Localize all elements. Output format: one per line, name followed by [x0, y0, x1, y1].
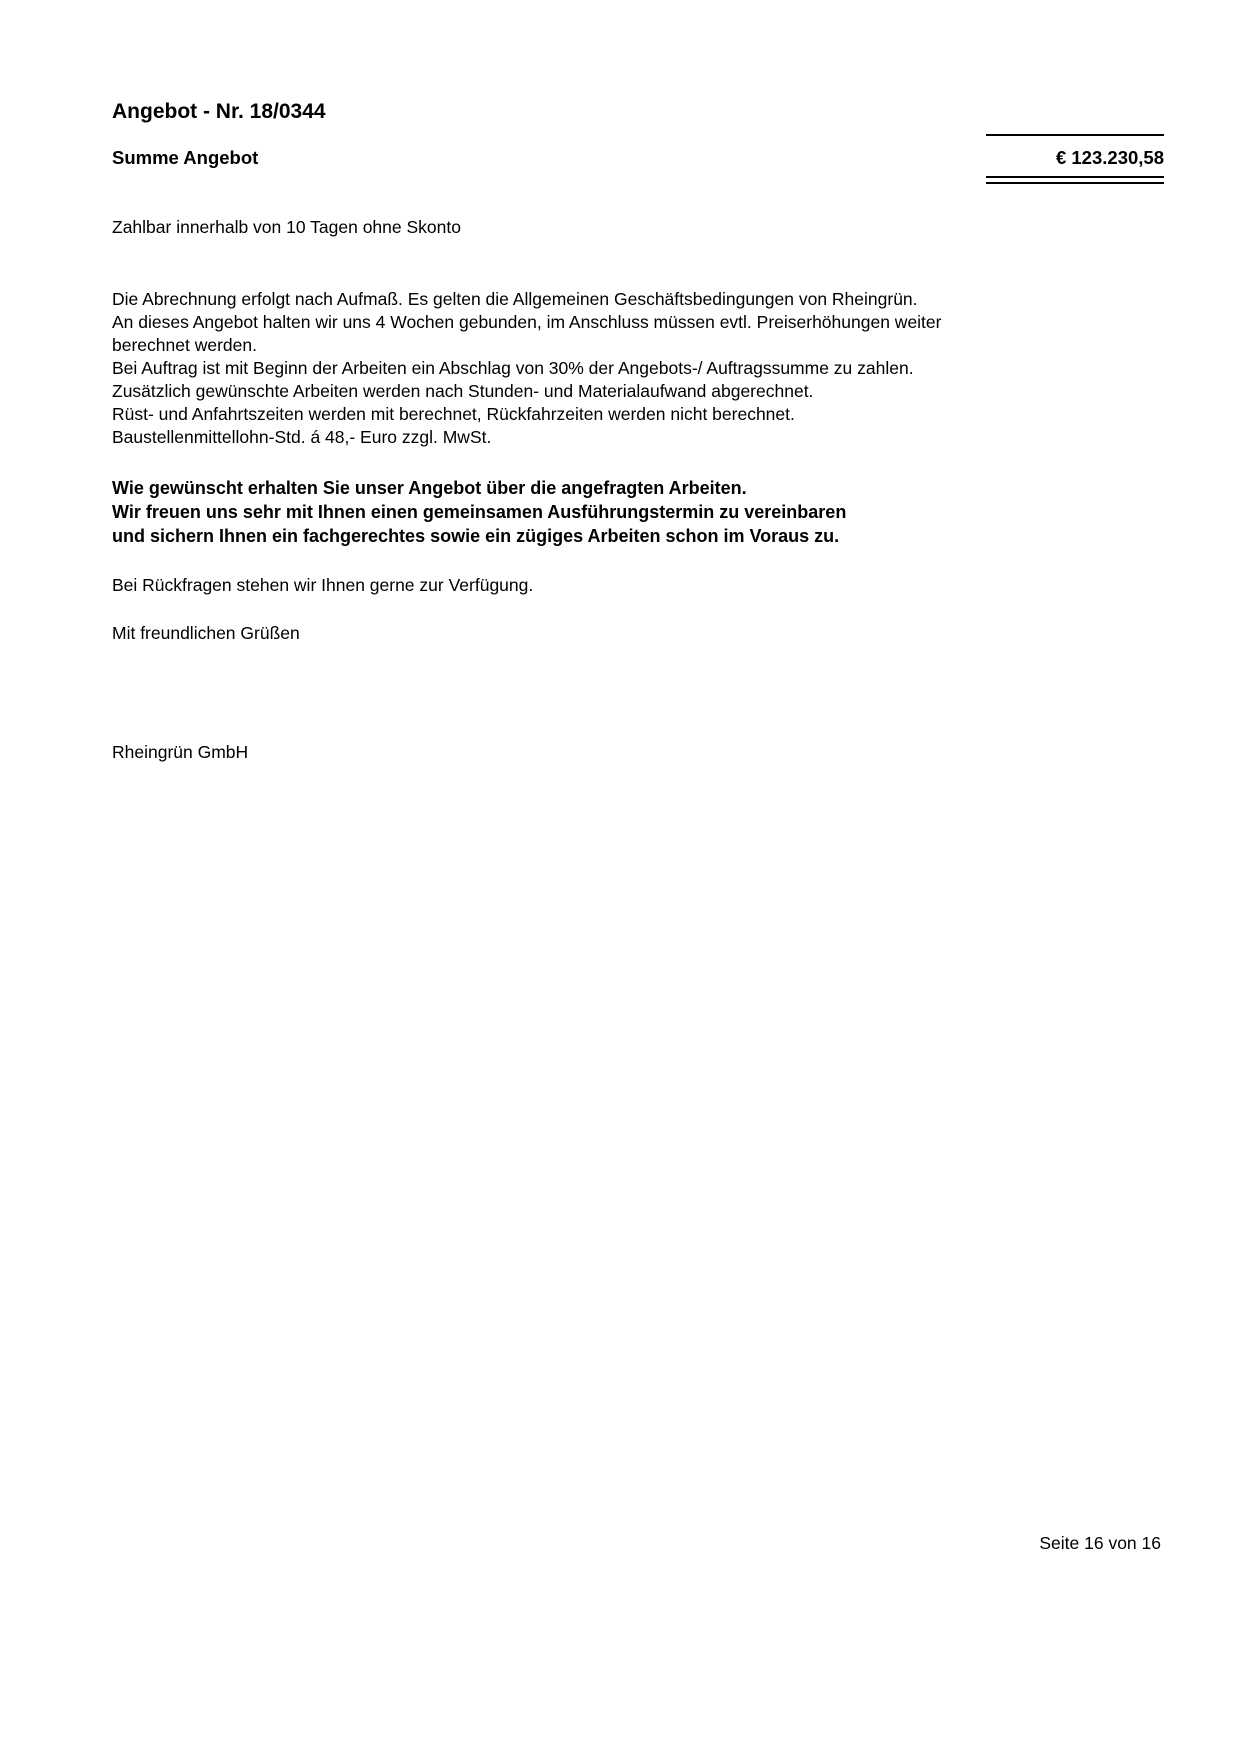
- greeting-text: Mit freundlichen Grüßen: [112, 623, 300, 643]
- terms-line: Rüst- und Anfahrtszeiten werden mit berechnet, Rückfahrzeiten werden nicht berechnet.: [112, 404, 795, 424]
- terms-line: An dieses Angebot halten wir uns 4 Wochen gebunden, im Anschluss müssen evtl. Preiserhöhungen weiter: [112, 312, 942, 332]
- terms-line: Bei Auftrag ist mit Beginn der Arbeiten ein Abschlag von 30% der Angebots-/ Auftragssumme zu zahlen.: [112, 358, 914, 378]
- sum-label: Summe Angebot: [112, 147, 259, 168]
- questions-text: Bei Rückfragen stehen wir Ihnen gerne zur Verfügung.: [112, 575, 534, 595]
- terms-line: Zusätzlich gewünschte Arbeiten werden nach Stunden- und Materialaufwand abgerechnet.: [112, 381, 814, 401]
- sum-value: € 123.230,58: [1055, 147, 1164, 168]
- terms-line: Baustellenmittellohn-Std. á 48,- Euro zzgl. MwSt.: [112, 427, 492, 447]
- sum-rule-double-1: [986, 176, 1164, 178]
- sum-rule-double-2: [986, 182, 1164, 184]
- closing-line: Wir freuen uns sehr mit Ihnen einen gemeinsamen Ausführungstermin zu vereinbaren: [112, 502, 847, 522]
- closing-line: und sichern Ihnen ein fachgerechtes sowie ein zügiges Arbeiten schon im Voraus zu.: [112, 526, 840, 546]
- page-number: Seite 16 von 16: [1039, 1533, 1161, 1553]
- offer-title: Angebot - Nr. 18/0344: [112, 100, 326, 123]
- terms-line: Die Abrechnung erfolgt nach Aufmaß. Es gelten die Allgemeinen Geschäftsbedingungen von Rheingrün.: [112, 289, 918, 309]
- closing-line: Wie gewünscht erhalten Sie unser Angebot über die angefragten Arbeiten.: [112, 478, 747, 498]
- company-signature: Rheingrün GmbH: [112, 742, 249, 762]
- sum-rule-top: [986, 134, 1164, 136]
- closing-paragraph: [112, 476, 846, 548]
- terms-line: berechnet werden.: [112, 335, 257, 355]
- terms-paragraph: [112, 288, 941, 449]
- payment-terms: Zahlbar innerhalb von 10 Tagen ohne Skonto: [112, 217, 461, 237]
